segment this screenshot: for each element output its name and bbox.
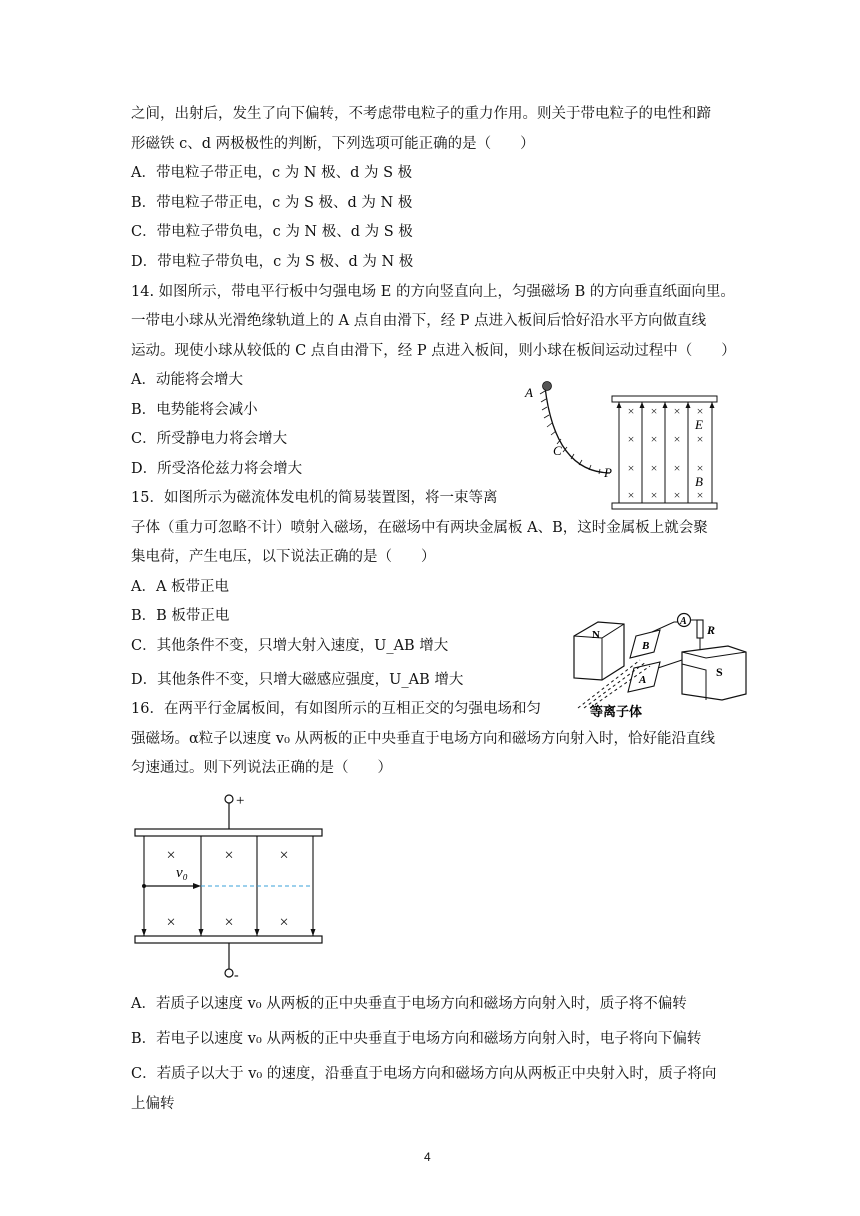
q16-option-c-line1: C．若质子以大于 v₀ 的速度，沿垂直于电场方向和磁场方向从两板正中央射入时，质子将向: [131, 1066, 717, 1082]
q13-stem-line1: 之间，出射后，发生了向下偏转，不考虑带电粒子的重力作用。则关于带电粒子的电性和蹄: [131, 106, 711, 122]
svg-text:×: ×: [673, 488, 681, 502]
svg-text:×: ×: [650, 488, 658, 502]
q13-option-c: C．带电粒子带负电，c 为 N 极、d 为 S 极: [131, 224, 413, 240]
svg-text:×: ×: [650, 404, 658, 418]
label-p: P: [604, 465, 612, 480]
label-plate-a: A: [639, 674, 647, 686]
label-e: E: [695, 417, 703, 432]
q13-option-a: A．带电粒子带正电，c 为 N 极、d 为 S 极: [131, 165, 413, 181]
label-n: N: [592, 629, 600, 641]
q16-figure: [130, 790, 330, 982]
q15-figure: [570, 608, 760, 720]
q16-option-b: B．若电子以速度 v₀ 从两板的正中央垂直于电场方向和磁场方向射入时，电子将向下偏转: [131, 1031, 702, 1047]
svg-text:×: ×: [696, 432, 704, 446]
q14-stem-line2: 一带电小球从光滑绝缘轨道上的 A 点自由滑下，经 P 点进入板间后恰好沿水平方向做直线: [131, 313, 707, 329]
q14-stem-line3: 运动。现使小球从较低的 C 点自由滑下，经 P 点进入板间，则小球在板间运动过程中（ ）: [131, 343, 736, 359]
q15-option-b: B．B 板带正电: [131, 608, 230, 624]
svg-text:×: ×: [166, 847, 176, 864]
page-number: 4: [424, 1150, 431, 1164]
svg-text:×: ×: [696, 404, 704, 418]
svg-text:×: ×: [627, 404, 635, 418]
svg-text:×: ×: [224, 847, 234, 864]
svg-text:×: ×: [279, 847, 289, 864]
label-plate-b: B: [642, 640, 650, 652]
top-plate: [135, 829, 322, 836]
svg-text:×: ×: [673, 461, 681, 475]
q14-option-b: B．电势能将会减小: [131, 402, 258, 418]
svg-text:×: ×: [696, 461, 704, 475]
svg-text:×: ×: [650, 461, 658, 475]
q14-option-a: A．动能将会增大: [131, 372, 243, 388]
q13-stem-line2: 形磁铁 c、d 两极极性的判断，下列选项可能正确的是（ ）: [131, 136, 535, 152]
label-s: S: [716, 665, 723, 679]
q15-option-a: A．A 板带正电: [131, 579, 230, 595]
label-plus: +: [236, 793, 245, 809]
label-v0: v₀: [176, 865, 188, 881]
label-b: B: [695, 474, 703, 489]
q15-option-c: C．其他条件不变，只增大射入速度，U_AB 增大: [131, 638, 449, 654]
svg-text:×: ×: [650, 432, 658, 446]
q15-stem-line2: 子体（重力可忽略不计）喷射入磁场，在磁场中有两块金属板 A、B，这时金属板上就会聚: [131, 520, 708, 536]
q13-option-d: D．带电粒子带负电，c 为 S 极、d 为 N 极: [131, 254, 414, 270]
svg-text:×: ×: [627, 488, 635, 502]
q16-stem-line3: 匀速通过。则下列说法正确的是（ ）: [131, 760, 392, 776]
svg-text:×: ×: [166, 914, 176, 931]
plasma-caption: 等离子体: [590, 704, 643, 719]
q16-stem-line1: 16．在两平行金属板间，有如图所示的互相正交的匀强电场和匀: [131, 701, 541, 717]
q16-option-a: A．若质子以速度 v₀ 从两板的正中央垂直于电场方向和磁场方向射入时，质子将不偏转: [131, 996, 687, 1012]
label-r: R: [707, 623, 716, 637]
q14-option-c: C．所受静电力将会增大: [131, 431, 288, 447]
ball-icon: [543, 382, 552, 391]
bottom-plate: [135, 936, 322, 943]
svg-text:×: ×: [696, 488, 704, 502]
q16-option-c-line2: 上偏转: [131, 1096, 175, 1112]
resistor-icon: [697, 620, 703, 638]
label-minus: -: [234, 968, 239, 982]
svg-text:×: ×: [279, 914, 289, 931]
label-c: C: [553, 443, 562, 458]
svg-text:×: ×: [627, 461, 635, 475]
q14-option-d: D．所受洛伦兹力将会增大: [131, 461, 303, 477]
svg-text:×: ×: [673, 432, 681, 446]
svg-text:×: ×: [627, 432, 635, 446]
q13-option-b: B．带电粒子带正电，c 为 S 极、d 为 N 极: [131, 195, 413, 211]
label-a: A: [525, 385, 533, 400]
label-ammeter: A: [680, 616, 687, 627]
q15-stem-line1: 15．如图所示为磁流体发电机的简易装置图，将一束等离: [131, 490, 498, 506]
q16-stem-line2: 强磁场。α粒子以速度 v₀ 从两板的正中央垂直于电场方向和磁场方向射入时，恰好能沿直线: [131, 731, 716, 747]
svg-text:×: ×: [673, 404, 681, 418]
q15-stem-line3: 集电荷，产生电压，以下说法正确的是（ ）: [131, 549, 436, 565]
q15-option-d: D．其他条件不变，只增大磁感应强度，U_AB 增大: [131, 672, 464, 688]
q14-stem-line1: 14. 如图所示，带电平行板中匀强电场 E 的方向竖直向上，匀强磁场 B 的方向垂直纸面向里。: [131, 284, 735, 300]
svg-text:×: ×: [224, 914, 234, 931]
q14-figure: [515, 377, 725, 512]
